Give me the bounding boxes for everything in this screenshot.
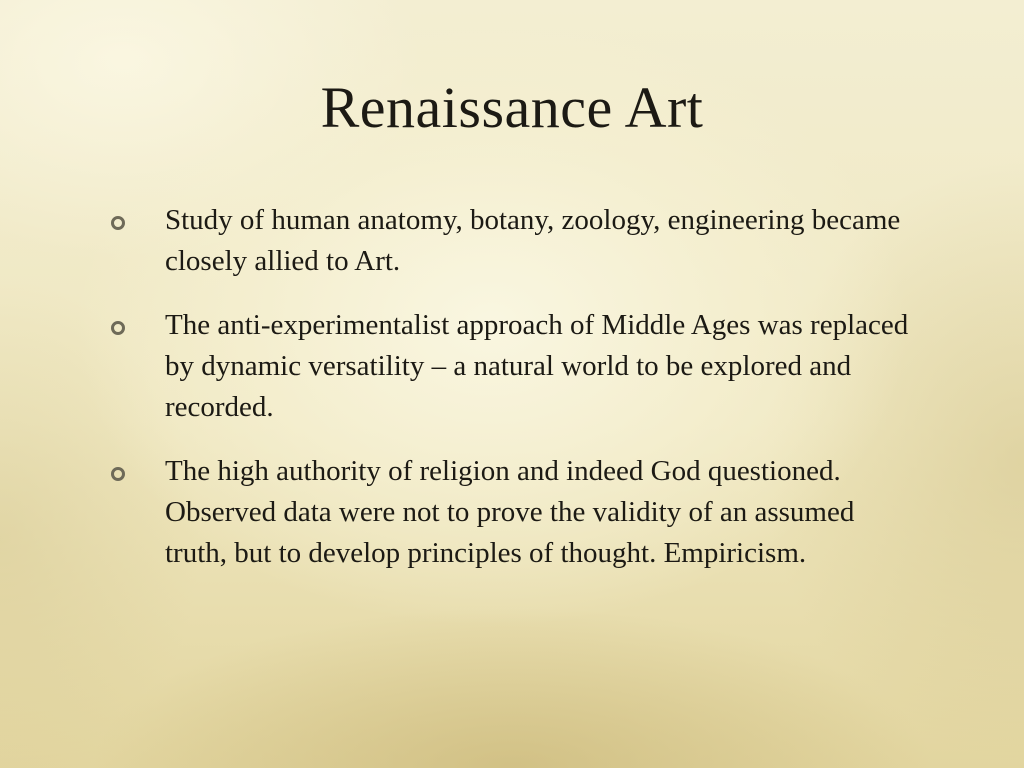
- bullet-list: [110, 200, 910, 597]
- hollow-circle-bullet-icon: [111, 467, 125, 481]
- bullet-text: The high authority of religion and indeed God questioned. Observed data were not to prove the validity of an assumed truth, but to develop principles of thought. Empiricism.: [165, 455, 855, 569]
- slide-title: Renaissance Art: [320, 75, 704, 140]
- bullet-item: [110, 200, 910, 282]
- bullet-item: [110, 305, 910, 428]
- bullet-text: Study of human anatomy, botany, zoology, engineering became closely allied to Art.: [165, 204, 901, 277]
- hollow-circle-bullet-icon: [111, 321, 125, 335]
- hollow-circle-bullet-icon: [111, 216, 125, 230]
- bullet-text: The anti-experimentalist approach of Middle Ages was replaced by dynamic versatility – a natural world to be explored and recorded.: [165, 309, 909, 423]
- bullet-item: [110, 451, 910, 574]
